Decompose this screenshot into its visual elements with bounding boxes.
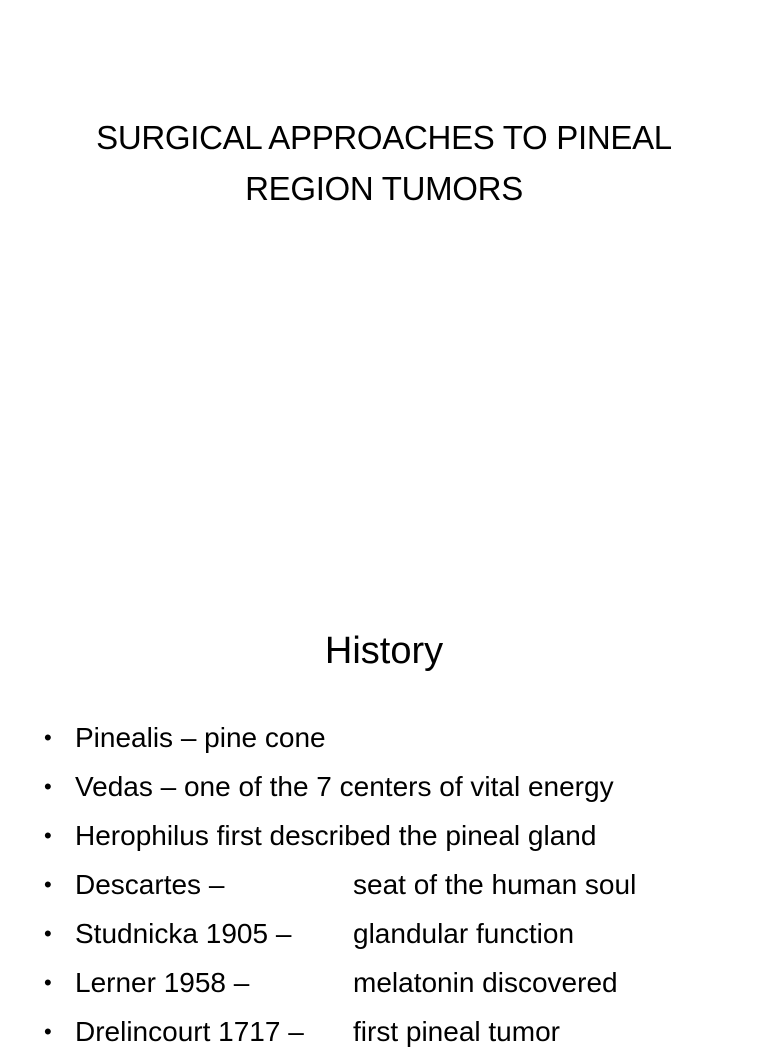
slide-title	[40, 112, 728, 214]
history-title: History	[324, 630, 444, 672]
bullet-text: Pinealis – pine cone	[75, 722, 326, 753]
bullet-dot-icon: •	[44, 970, 52, 995]
bullet-dot-icon: •	[44, 921, 52, 946]
slide-title-line-2: REGION TUMORS	[245, 170, 523, 207]
bullet-text: Herophilus first described the pineal gland	[75, 820, 597, 851]
bullet-dot-icon: •	[44, 725, 52, 750]
bullet-dot-icon: •	[44, 774, 52, 799]
bullet-detail: first pineal tumor	[353, 1016, 560, 1047]
bullet-detail: glandular function	[353, 918, 575, 949]
bullet-text: Studnicka 1905 –	[75, 918, 292, 949]
bullet-detail: melatonin discovered	[353, 967, 618, 998]
bullet-dot-icon: •	[44, 1019, 52, 1044]
bullet-text: Drelincourt 1717 –	[75, 1016, 304, 1047]
bullet-text: Lerner 1958 –	[75, 967, 250, 998]
bullet-dot-icon: •	[44, 823, 52, 848]
slide-title-line-1: SURGICAL APPROACHES TO PINEAL	[96, 119, 672, 156]
bullet-text: Descartes –	[75, 869, 225, 900]
bullet-text: Vedas – one of the 7 centers of vital energy	[75, 771, 614, 802]
bullet-detail: seat of the human soul	[353, 869, 637, 900]
bullet-dot-icon: •	[44, 872, 52, 897]
history-slide	[0, 576, 768, 1047]
